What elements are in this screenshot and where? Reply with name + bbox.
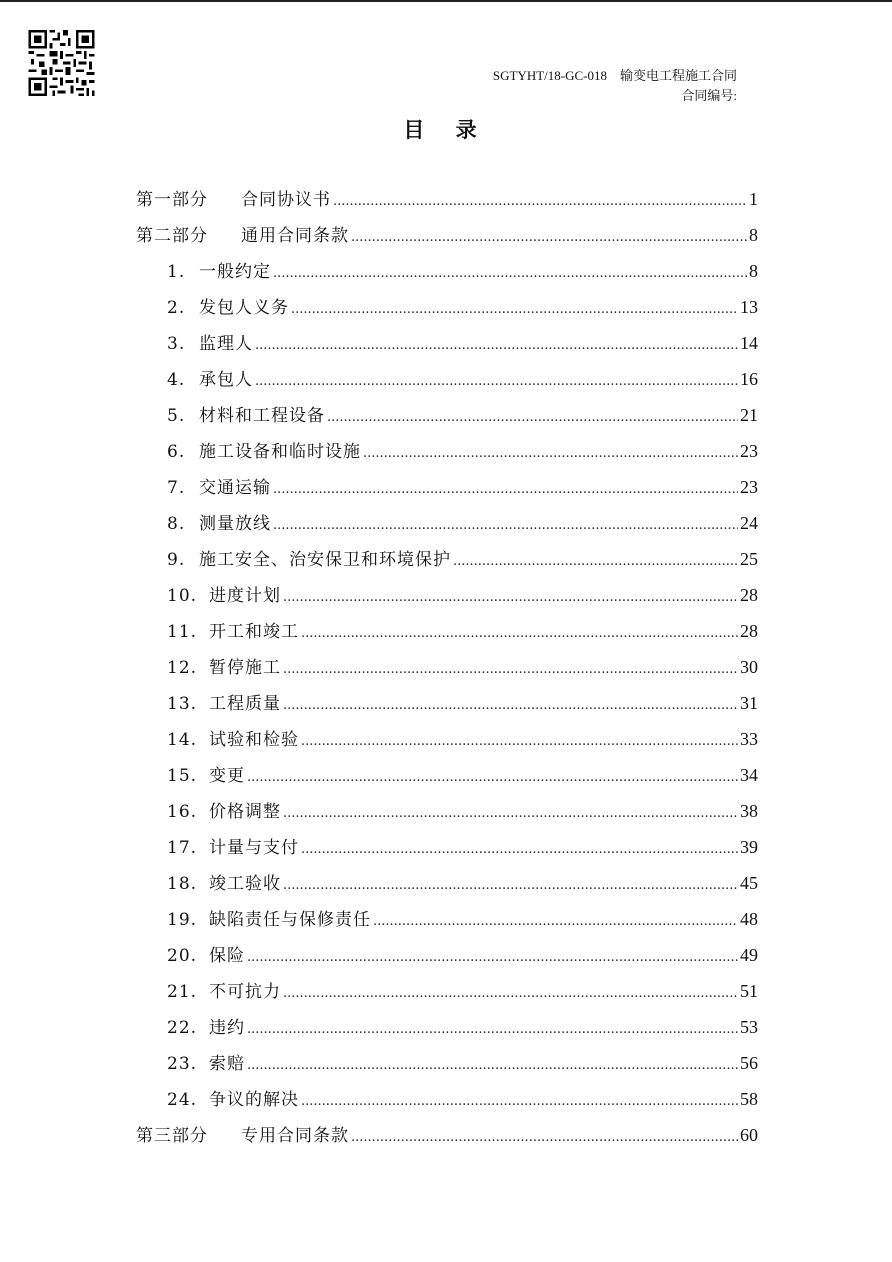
toc-page-number: 8 — [749, 225, 758, 245]
toc-section-number: 1. — [167, 262, 186, 282]
toc-section-row[interactable] — [136, 329, 758, 365]
toc-part-title: 通用合同条款 — [241, 226, 349, 246]
toc-page-number: 49 — [740, 945, 758, 965]
toc-section-row[interactable] — [136, 941, 758, 977]
toc-section-title: 发包人义务 — [199, 298, 289, 318]
toc-section-row[interactable] — [136, 545, 758, 581]
toc-section-row[interactable] — [136, 437, 758, 473]
toc-part-row[interactable] — [136, 1121, 758, 1157]
toc-leader-dots — [247, 946, 738, 966]
toc-leader-dots — [273, 514, 738, 534]
toc-section-number: 20. — [167, 946, 198, 966]
toc-section-title: 争议的解决 — [209, 1090, 299, 1110]
toc-section-title: 不可抗力 — [209, 982, 281, 1002]
toc-section-title: 保险 — [209, 946, 245, 966]
toc-section-title: 材料和工程设备 — [199, 406, 325, 426]
toc-leader-dots — [333, 190, 747, 210]
toc-section-number: 17. — [167, 838, 198, 858]
doc-name: 输变电工程施工合同 — [619, 68, 737, 83]
toc-leader-dots — [283, 802, 738, 822]
toc-part-number: 第二部分 — [136, 226, 208, 246]
toc-section-row[interactable] — [136, 293, 758, 329]
table-of-contents — [136, 185, 758, 1157]
toc-section-number: 2. — [167, 298, 186, 318]
toc-section-row[interactable] — [136, 761, 758, 797]
toc-section-row[interactable] — [136, 689, 758, 725]
toc-section-title: 变更 — [209, 766, 245, 786]
toc-page-number: 13 — [740, 297, 758, 317]
toc-section-title: 承包人 — [199, 370, 253, 390]
toc-section-row[interactable] — [136, 581, 758, 617]
toc-section-row[interactable] — [136, 905, 758, 941]
toc-page-number: 25 — [740, 549, 758, 569]
toc-section-row[interactable] — [136, 1013, 758, 1049]
toc-section-row[interactable] — [136, 1085, 758, 1121]
toc-section-number: 11. — [167, 622, 198, 642]
contract-no-label: 合同编号: — [681, 88, 737, 103]
toc-leader-dots — [283, 658, 738, 678]
toc-section-row[interactable] — [136, 977, 758, 1013]
toc-section-title: 施工设备和临时设施 — [199, 442, 361, 462]
toc-section-number: 9. — [167, 550, 186, 570]
toc-section-number: 6. — [167, 442, 186, 462]
toc-page-number: 31 — [740, 693, 758, 713]
toc-section-row[interactable] — [136, 653, 758, 689]
toc-leader-dots — [247, 766, 738, 786]
toc-section-row[interactable] — [136, 1049, 758, 1085]
toc-section-number: 3. — [167, 334, 186, 354]
toc-section-number: 16. — [167, 802, 198, 822]
toc-section-row[interactable] — [136, 617, 758, 653]
toc-section-title: 计量与支付 — [209, 838, 299, 858]
toc-section-title: 交通运输 — [199, 478, 271, 498]
toc-page-number: 8 — [749, 261, 758, 281]
toc-section-row[interactable] — [136, 725, 758, 761]
toc-page-number: 33 — [740, 729, 758, 749]
toc-part-row[interactable] — [136, 185, 758, 221]
toc-section-title: 竣工验收 — [209, 874, 281, 894]
toc-section-title: 施工安全、治安保卫和环境保护 — [199, 550, 451, 570]
toc-page-number: 24 — [740, 513, 758, 533]
toc-section-row[interactable] — [136, 509, 758, 545]
toc-leader-dots — [255, 370, 738, 390]
toc-part-number: 第三部分 — [136, 1126, 208, 1146]
toc-part-row[interactable] — [136, 221, 758, 257]
toc-page-number: 48 — [740, 909, 758, 929]
toc-leader-dots — [351, 226, 747, 246]
toc-section-number: 4. — [167, 370, 186, 390]
toc-section-title: 价格调整 — [209, 802, 281, 822]
toc-leader-dots — [273, 478, 738, 498]
toc-leader-dots — [283, 694, 738, 714]
toc-section-title: 暂停施工 — [209, 658, 281, 678]
toc-section-row[interactable] — [136, 257, 758, 293]
toc-section-title: 监理人 — [199, 334, 253, 354]
toc-section-title: 违约 — [209, 1018, 245, 1038]
toc-page-number: 28 — [740, 621, 758, 641]
toc-page-number: 56 — [740, 1053, 758, 1073]
toc-section-number: 14. — [167, 730, 198, 750]
toc-page-number: 28 — [740, 585, 758, 605]
toc-leader-dots — [301, 838, 738, 858]
toc-leader-dots — [283, 586, 738, 606]
toc-leader-dots — [283, 874, 738, 894]
toc-section-number: 18. — [167, 874, 198, 894]
toc-section-number: 12. — [167, 658, 198, 678]
toc-section-number: 8. — [167, 514, 186, 534]
page-title: 目 录 — [403, 118, 489, 142]
toc-page-number: 21 — [740, 405, 758, 425]
toc-leader-dots — [291, 298, 738, 318]
qr-code-icon — [28, 30, 95, 96]
toc-section-title: 一般约定 — [199, 262, 271, 282]
document-header — [493, 66, 737, 106]
toc-section-number: 10. — [167, 586, 198, 606]
header-line-1 — [493, 66, 737, 86]
toc-section-number: 15. — [167, 766, 198, 786]
toc-part-title: 合同协议书 — [241, 190, 331, 210]
toc-part-number: 第一部分 — [136, 190, 208, 210]
toc-section-number: 5. — [167, 406, 186, 426]
toc-page-number: 39 — [740, 837, 758, 857]
toc-section-row[interactable] — [136, 473, 758, 509]
toc-page-number: 58 — [740, 1089, 758, 1109]
top-border-line — [0, 0, 892, 2]
toc-section-row[interactable] — [136, 365, 758, 401]
toc-leader-dots — [247, 1054, 738, 1074]
toc-page-number: 1 — [749, 189, 758, 209]
toc-section-number: 7. — [167, 478, 186, 498]
toc-section-number: 24. — [167, 1090, 198, 1110]
toc-section-row[interactable] — [136, 401, 758, 437]
toc-page-number: 45 — [740, 873, 758, 893]
toc-section-row[interactable] — [136, 869, 758, 905]
toc-leader-dots — [453, 550, 738, 570]
toc-leader-dots — [363, 442, 738, 462]
toc-page-number: 60 — [740, 1125, 758, 1145]
toc-section-number: 21. — [167, 982, 198, 1002]
toc-leader-dots — [301, 622, 738, 642]
toc-section-title: 缺陷责任与保修责任 — [209, 910, 371, 930]
toc-leader-dots — [255, 334, 738, 354]
toc-leader-dots — [301, 730, 738, 750]
toc-section-title: 工程质量 — [209, 694, 281, 714]
toc-section-title: 进度计划 — [209, 586, 281, 606]
toc-page-number: 34 — [740, 765, 758, 785]
toc-section-row[interactable] — [136, 833, 758, 869]
toc-section-number: 13. — [167, 694, 198, 714]
toc-section-title: 试验和检验 — [209, 730, 299, 750]
toc-section-title: 测量放线 — [199, 514, 271, 534]
toc-page-number: 51 — [740, 981, 758, 1001]
toc-section-row[interactable] — [136, 797, 758, 833]
toc-part-title: 专用合同条款 — [241, 1126, 349, 1146]
toc-leader-dots — [351, 1126, 738, 1146]
toc-leader-dots — [301, 1090, 738, 1110]
toc-leader-dots — [327, 406, 738, 426]
toc-section-number: 22. — [167, 1018, 198, 1038]
toc-section-number: 19. — [167, 910, 198, 930]
toc-page-number: 14 — [740, 333, 758, 353]
toc-page-number: 30 — [740, 657, 758, 677]
toc-leader-dots — [247, 1018, 738, 1038]
toc-page-number: 38 — [740, 801, 758, 821]
toc-leader-dots — [273, 262, 747, 282]
toc-page-number: 16 — [740, 369, 758, 389]
toc-section-number: 23. — [167, 1054, 198, 1074]
toc-section-title: 开工和竣工 — [209, 622, 299, 642]
toc-page-number: 23 — [740, 441, 758, 461]
toc-page-number: 53 — [740, 1017, 758, 1037]
toc-leader-dots — [283, 982, 738, 1002]
toc-section-title: 索赔 — [209, 1054, 245, 1074]
doc-code: SGTYHT/18-GC-018 — [492, 68, 607, 83]
toc-page-number: 23 — [740, 477, 758, 497]
toc-leader-dots — [373, 910, 738, 930]
